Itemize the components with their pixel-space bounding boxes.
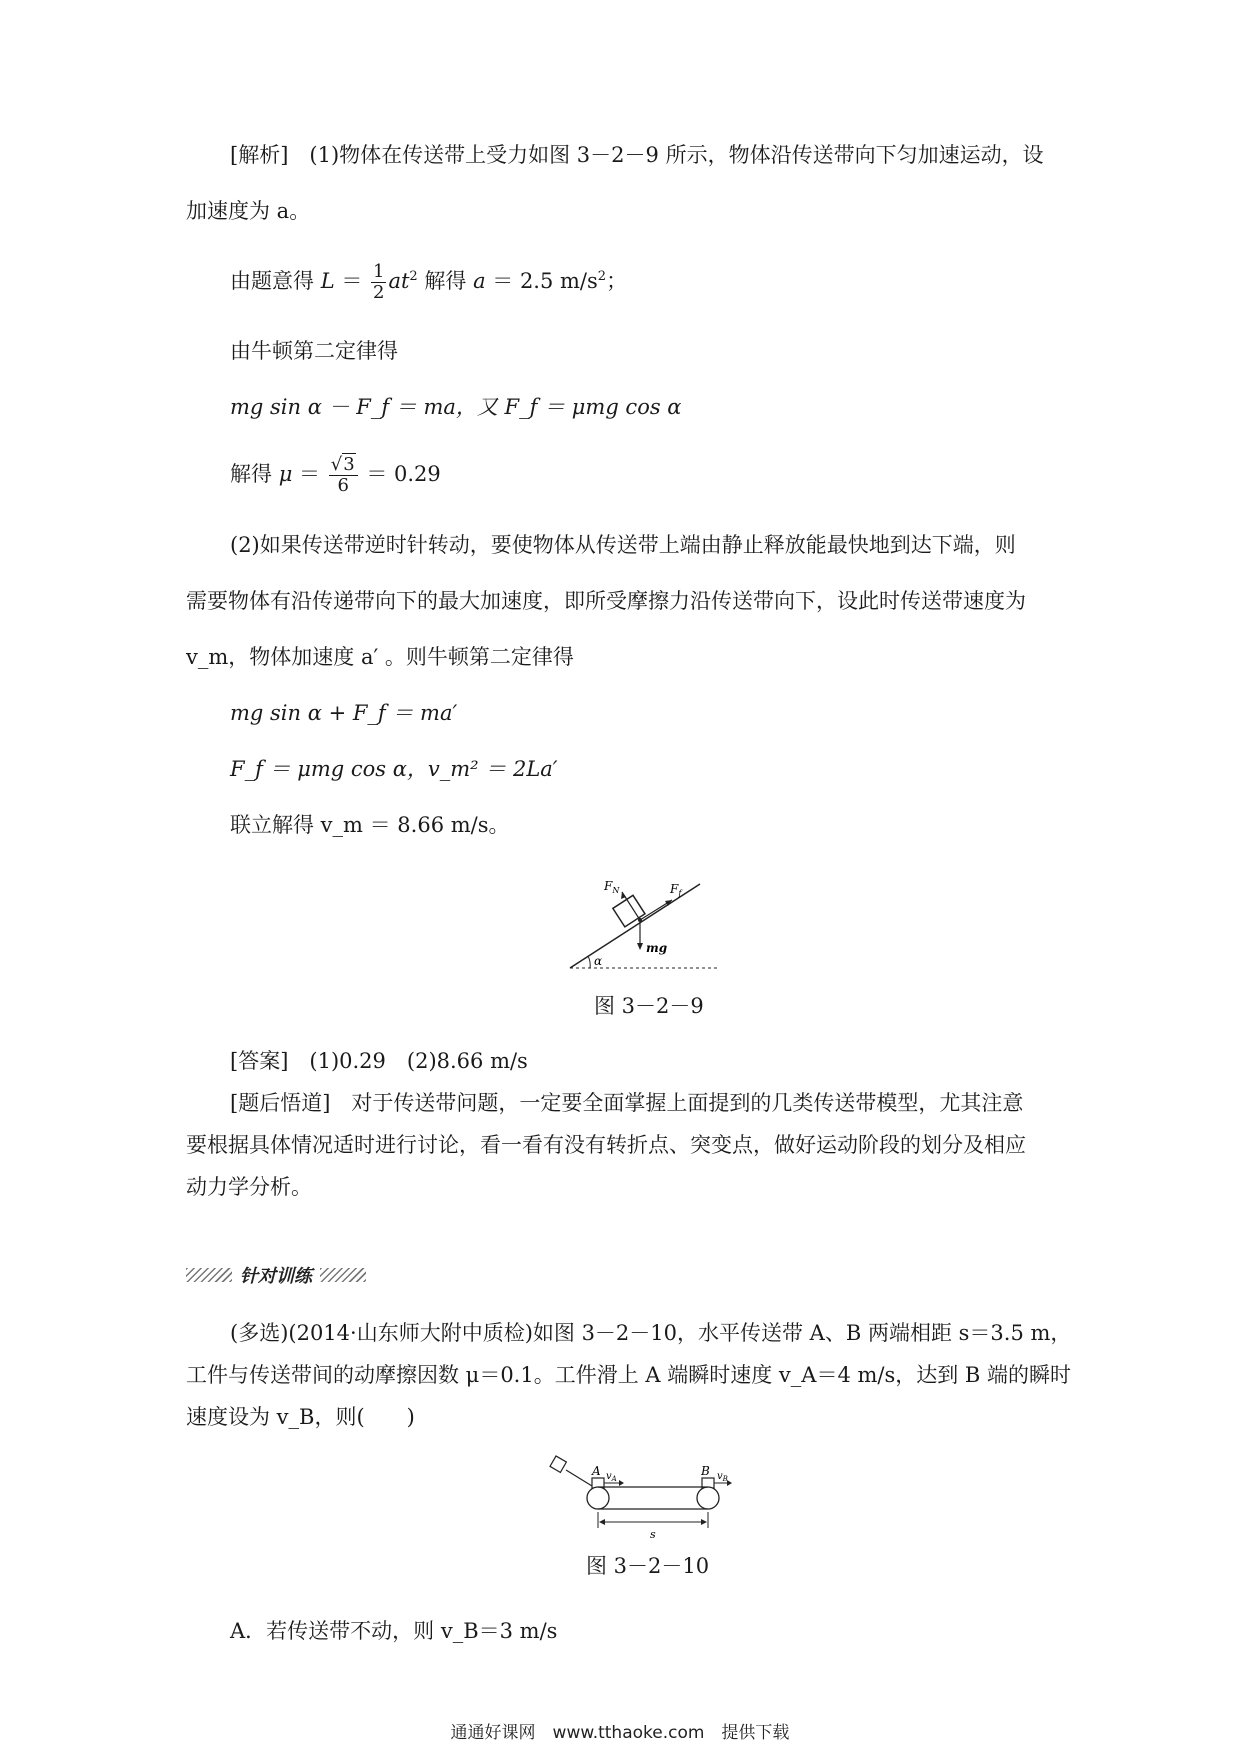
eq1-exp: 2 — [409, 269, 418, 284]
figure2-caption: 图 3－2－10 — [586, 1554, 710, 1578]
velocity-a-arrowhead — [619, 1480, 624, 1486]
part2-line-1: (2)如果传送带逆时针转动，要使物体从传送带上端由静止释放能最快地到达下端，则 — [230, 533, 1016, 557]
analysis-line-2: 加速度为 a。 — [186, 199, 311, 223]
question-line-3: 速度设为 v_B，则( ) — [186, 1405, 415, 1429]
dimension-arrowhead-right — [701, 1519, 707, 1525]
gravity-arrowhead — [637, 943, 643, 950]
fn-label-sub: N — [612, 886, 620, 895]
mg-label: mg — [646, 941, 668, 955]
reflection-line-3: 动力学分析。 — [186, 1175, 312, 1199]
fn-label-main: F — [604, 879, 613, 893]
eq3-num: 3 — [343, 454, 355, 475]
ff-label — [669, 882, 683, 898]
label-va-sub: A — [611, 1475, 617, 1483]
eq1-prefix: 由题意得 — [230, 269, 321, 293]
eq1-end: ； — [606, 269, 628, 293]
workpiece-block — [550, 1456, 566, 1472]
equation-2: mg sin α － F_f ＝ ma，又 F_f ＝ μmg cos α — [230, 395, 682, 419]
eq1-fraction — [371, 262, 386, 303]
training-banner — [186, 1263, 408, 1287]
eq3-mu: μ — [278, 462, 293, 486]
eq1-a: a — [473, 269, 486, 293]
figure-conveyor-diagram — [540, 1448, 740, 1548]
eq3-val: ＝ 0.29 — [359, 462, 441, 486]
label-va-main: v — [606, 1471, 612, 1482]
pulley-right — [697, 1487, 719, 1509]
alpha-label: α — [594, 954, 603, 968]
newton-law-line-1: 由牛顿第二定律得 — [230, 339, 398, 363]
label-s: s — [650, 1528, 656, 1541]
eq1-mid: 解得 — [417, 269, 474, 293]
part2-line-2: 需要物体有沿传递带向下的最大加速度，即所受摩擦力沿传送带向下，设此时传送带速度为 — [186, 589, 1026, 613]
part2-line-3: v_m，物体加速度 a′ 。则牛顿第二定律得 — [186, 645, 574, 669]
banner-text: 针对训练 — [240, 1266, 312, 1287]
eq3-den: 6 — [337, 475, 349, 496]
eq1-at: at — [388, 269, 410, 293]
fn-label — [603, 879, 620, 895]
option-a: A．若传送带不动，则 v_B＝3 m/s — [230, 1619, 558, 1643]
analysis-line-1: [解析] (1)物体在传送带上受力如图 3－2－9 所示，物体沿传送带向下匀加速运动，设 — [230, 143, 1044, 167]
figure-incline-force-diagram — [560, 872, 730, 982]
question-line-2: 工件与传送带间的动摩擦因数 μ＝0.1。工件滑上 A 端瞬时速度 v_A＝4 m/s，达到 B 端的瞬时 — [186, 1363, 1072, 1387]
reflection-line-2: 要根据具体情况适时进行讨论，看一看有没有转折点、突变点，做好运动阶段的划分及相应 — [186, 1133, 1026, 1157]
pulley-left — [587, 1487, 609, 1509]
incline-chute — [566, 1470, 592, 1486]
eq3-fraction — [329, 455, 358, 496]
ff-label-main: F — [670, 882, 679, 896]
question-line-1: (多选)(2014·山东师大附中质检)如图 3－2－10，水平传送带 A、B 两端相距 s＝3.5 m， — [230, 1321, 1072, 1345]
eq1-L: L — [320, 269, 335, 293]
ff-label-sub: f — [678, 889, 682, 898]
eq1-val-exp: 2 — [597, 269, 607, 284]
footer: 通通好课网 www.tthaoke.com 提供下载 — [450, 1723, 790, 1743]
label-vb-sub: B — [722, 1475, 728, 1483]
label-vb-main: v — [717, 1471, 723, 1482]
eq1-eq: ＝ — [334, 269, 369, 293]
equation-4: mg sin α + F_f ＝ ma′ — [230, 701, 458, 725]
eq3-prefix: 解得 — [230, 462, 279, 486]
eq1-num: 1 — [373, 261, 385, 282]
dimension-arrowhead-left — [599, 1519, 605, 1525]
banner-hatch-right — [320, 1268, 366, 1282]
answer-line: [答案] (1)0.29 (2)8.66 m/s — [230, 1049, 528, 1073]
banner-hatch-left — [186, 1268, 232, 1282]
reflection-line-1: [题后悟道] 对于传送带问题，一定要全面掌握上面提到的几类传送带模型，尤其注意 — [230, 1091, 1024, 1115]
equation-3 — [230, 450, 441, 498]
equation-5: F_f ＝ μmg cos α，v_m² ＝ 2La′ — [230, 757, 558, 781]
equation-6: 联立解得 v_m ＝ 8.66 m/s。 — [230, 813, 510, 837]
equation-1 — [230, 258, 627, 304]
eq3-eq: ＝ — [292, 462, 327, 486]
eq1-den: 2 — [373, 282, 385, 303]
label-va — [606, 1471, 617, 1483]
eq1-val: ＝ 2.5 m/s — [485, 269, 598, 293]
eq3-num-wrap: √3 — [329, 455, 358, 476]
alpha-arc — [588, 956, 590, 968]
label-a: A — [592, 1464, 601, 1478]
label-b: B — [701, 1464, 710, 1478]
figure1-caption: 图 3－2－9 — [594, 994, 704, 1018]
label-vb — [717, 1471, 728, 1483]
